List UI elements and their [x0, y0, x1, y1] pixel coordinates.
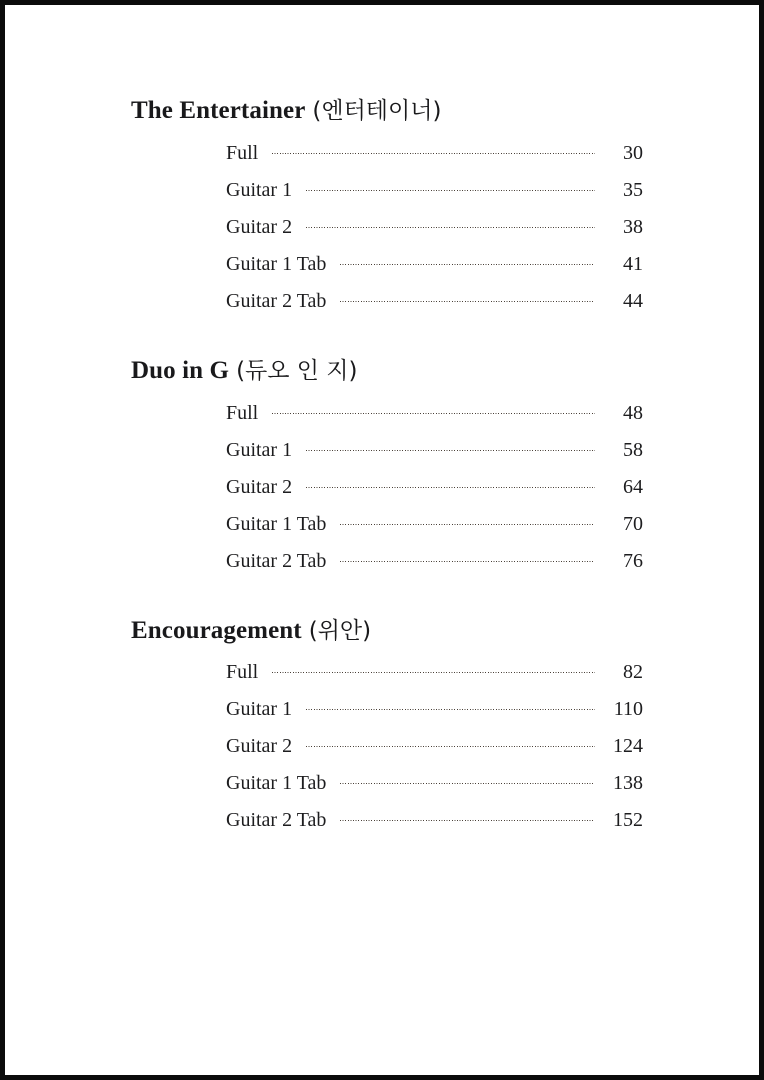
dot-leader: [272, 413, 595, 414]
toc-section: [131, 357, 643, 573]
entry-label: Guitar 1 Tab: [226, 512, 327, 535]
toc-section: [131, 617, 643, 833]
entry-list: [131, 142, 643, 313]
section-heading: [131, 357, 643, 386]
toc-entry[interactable]: [131, 772, 643, 795]
toc-section: [131, 97, 643, 313]
dot-leader: [306, 450, 595, 451]
toc-entry[interactable]: [131, 550, 643, 573]
entry-label: Full: [226, 141, 259, 164]
toc-entry[interactable]: [131, 402, 643, 425]
section-title-korean: (엔터테이너): [312, 98, 442, 124]
entry-page-number: 38: [623, 215, 643, 238]
entry-page-number: 82: [623, 661, 643, 684]
entry-label: Guitar 2: [226, 475, 293, 498]
entry-label: Guitar 1: [226, 178, 293, 201]
entry-label: Guitar 1 Tab: [226, 252, 327, 275]
dot-leader: [306, 190, 595, 191]
section-heading: [131, 617, 643, 646]
entry-label: Guitar 2 Tab: [226, 549, 327, 572]
toc-entry[interactable]: [131, 290, 643, 313]
toc-entry[interactable]: [131, 253, 643, 276]
toc-entry[interactable]: [131, 661, 643, 684]
entry-list: [131, 402, 643, 573]
toc-entry[interactable]: [131, 809, 643, 832]
toc-entry[interactable]: [131, 142, 643, 165]
toc-entry[interactable]: [131, 513, 643, 536]
entry-page-number: 30: [623, 141, 643, 164]
dot-leader: [272, 153, 595, 154]
section-title: The Entertainer: [131, 97, 306, 124]
dot-leader: [306, 487, 595, 488]
entry-page-number: 41: [623, 252, 643, 275]
entry-label: Guitar 2 Tab: [226, 809, 327, 832]
entry-page-number: 110: [613, 698, 643, 721]
dot-leader: [340, 264, 595, 265]
section-title-korean: (듀오 인 지): [236, 357, 358, 384]
section-title: Duo in G: [131, 356, 230, 384]
section-heading: [131, 97, 643, 126]
entry-label: Guitar 1 Tab: [226, 772, 327, 795]
toc-entry[interactable]: [131, 698, 643, 721]
toc-entry[interactable]: [131, 216, 643, 239]
entry-page-number: 138: [613, 772, 643, 795]
entry-label: Guitar 2 Tab: [226, 289, 327, 312]
entry-page-number: 64: [623, 475, 643, 498]
section-title: Encouragement: [131, 616, 302, 644]
entry-page-number: 70: [623, 512, 643, 535]
entry-page-number: 152: [613, 809, 643, 832]
toc-entry[interactable]: [131, 476, 643, 499]
entry-page-number: 124: [613, 735, 643, 758]
dot-leader: [340, 301, 595, 302]
entry-label: Guitar 1: [226, 698, 293, 721]
dot-leader: [306, 227, 595, 228]
entry-label: Full: [226, 661, 259, 684]
entry-label: Guitar 2: [226, 735, 293, 758]
entry-label: Guitar 2: [226, 215, 293, 238]
dot-leader: [340, 783, 595, 784]
entry-list: [131, 661, 643, 832]
dot-leader: [340, 524, 595, 525]
entry-page-number: 35: [623, 178, 643, 201]
entry-page-number: 48: [623, 401, 643, 424]
entry-page-number: 76: [623, 549, 643, 572]
toc-entry[interactable]: [131, 179, 643, 202]
entry-page-number: 58: [623, 438, 643, 461]
entry-label: Full: [226, 401, 259, 424]
section-title-korean: (위안): [308, 617, 372, 644]
dot-leader: [340, 820, 595, 821]
toc-entry[interactable]: [131, 439, 643, 462]
dot-leader: [306, 709, 595, 710]
table-of-contents: [131, 97, 643, 832]
dot-leader: [340, 561, 595, 562]
dot-leader: [306, 746, 595, 747]
entry-page-number: 44: [623, 289, 643, 312]
entry-label: Guitar 1: [226, 438, 293, 461]
toc-entry[interactable]: [131, 735, 643, 758]
dot-leader: [272, 672, 595, 673]
